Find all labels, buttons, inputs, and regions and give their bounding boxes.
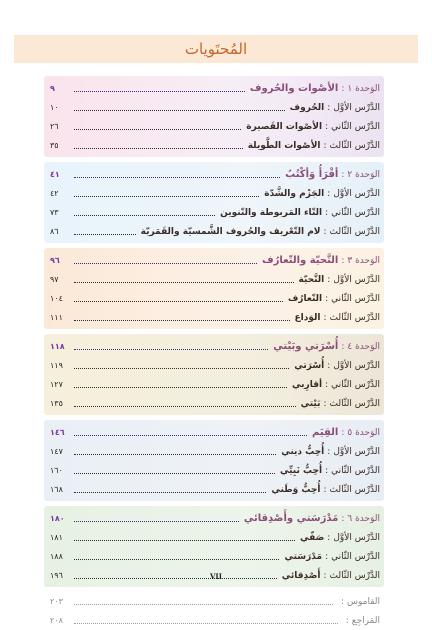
- dot-leader: [74, 406, 296, 407]
- dot-leader: [74, 215, 215, 216]
- lesson-entry-label: [285, 294, 380, 304]
- lesson-entry-page: ١٦٠: [50, 466, 63, 475]
- lesson-entry-title: الأصْوات القَصيرة: [246, 121, 323, 132]
- lesson-entry-page: ١٠: [50, 103, 59, 112]
- lesson-entry-label: [138, 227, 380, 237]
- dot-leader: [74, 349, 268, 350]
- extra-entry-title: القاموس: [347, 596, 380, 607]
- unit-heading-number: الوَحدة ٦: [347, 513, 380, 524]
- dot-leader: [74, 263, 257, 264]
- dot-leader: [74, 521, 239, 522]
- lesson-entry[interactable]: [50, 289, 380, 308]
- colon-separator: :: [323, 398, 327, 409]
- lesson-entry-title: أَصْدِقائي: [281, 570, 321, 581]
- lesson-entry-number: الدَّرْس الثّاني: [331, 551, 380, 562]
- dot-leader: [74, 234, 136, 235]
- lesson-entry[interactable]: [50, 136, 380, 155]
- dot-leader: [74, 473, 275, 474]
- lesson-entry-title: التّاء المَربوطة والتّنوين: [220, 207, 323, 218]
- page-title: المُحتَويات: [184, 40, 248, 58]
- unit-heading-page: ١١٨: [50, 341, 65, 351]
- lesson-entry-number: الدَّرْس الثّاني: [331, 121, 380, 132]
- lesson-entry-number: الدَّرْس الثّاني: [331, 293, 380, 304]
- unit-heading-title: التَّحيّة والتّعارُف: [261, 254, 339, 266]
- lesson-entry-number: الدَّرْس الثّالث: [329, 226, 380, 237]
- lesson-entry-page: ٩٧: [50, 275, 59, 284]
- unit-heading-label: [270, 341, 380, 352]
- dot-leader: [74, 282, 294, 283]
- lesson-entry-title: أقارِبي: [292, 379, 323, 390]
- lesson-entry-number: الدَّرْس الثّاني: [331, 379, 380, 390]
- lesson-entry[interactable]: [50, 184, 380, 203]
- colon-separator: :: [327, 102, 331, 113]
- lesson-entry-number: الدَّرْس الثّاني: [331, 207, 380, 218]
- lesson-entry-title: مَدْرَسَتي: [284, 551, 323, 562]
- lesson-entry-title: لام التّعْريف والحُروف الشَّمسيّة والقَمَريّة: [140, 226, 321, 237]
- lesson-entry[interactable]: [50, 480, 380, 499]
- unit-heading-page: ٩: [50, 83, 55, 93]
- extra-entry-page: ٢٠٣: [50, 597, 63, 606]
- dot-leader: [74, 91, 245, 92]
- lesson-entry-number: الدَّرْس الأوَّل: [333, 188, 380, 199]
- lesson-entry-title: الأصْوات الطَّويلة: [247, 140, 321, 151]
- table-of-contents: [44, 76, 384, 630]
- lesson-entry[interactable]: [50, 270, 380, 289]
- lesson-entry-label: [245, 141, 380, 151]
- lesson-entry-title: أُحِبُّ وَطَني: [271, 484, 321, 495]
- lesson-entry-page: ١٨٨: [50, 552, 63, 561]
- lesson-entry-page: ١٩٦: [50, 571, 63, 580]
- extra-entry-label: [340, 616, 380, 626]
- lesson-entry-number: الدَّرْس الثّالث: [329, 312, 380, 323]
- lesson-entry-number: الدَّرْس الثّالث: [329, 398, 380, 409]
- lesson-entry-label: [289, 380, 380, 390]
- lesson-entry-label: [292, 313, 380, 323]
- dot-leader: [74, 320, 290, 321]
- lesson-entry-number: الدَّرْس الثّالث: [329, 570, 380, 581]
- lesson-entry-title: الحُروف: [289, 102, 325, 113]
- lesson-entry-number: الدَّرْس الأوَّل: [333, 446, 380, 457]
- colon-separator: :: [323, 312, 327, 323]
- lesson-entry[interactable]: [50, 442, 380, 461]
- dot-leader: [74, 387, 287, 388]
- colon-separator: :: [341, 83, 345, 94]
- lesson-entry-title: التَّحيّة: [298, 274, 325, 285]
- unit-heading-page: ٤١: [50, 169, 60, 179]
- unit-heading-label: [259, 255, 380, 266]
- unit-heading-page: ١٤٦: [50, 427, 65, 437]
- lesson-entry[interactable]: [50, 203, 380, 222]
- colon-separator: :: [325, 379, 329, 390]
- lesson-entry-number: الدَّرْس الأوَّل: [333, 532, 380, 543]
- lesson-entry-label: [296, 275, 381, 285]
- unit-block: [44, 162, 384, 243]
- lesson-entry-title: أُسْرَتي: [294, 360, 325, 371]
- lesson-entry-number: الدَّرْس الثّالث: [329, 484, 380, 495]
- lesson-entry[interactable]: [50, 356, 380, 375]
- colon-separator: :: [323, 570, 327, 581]
- unit-heading[interactable]: [50, 250, 380, 270]
- unit-heading-label: [241, 513, 380, 524]
- colon-separator: :: [341, 255, 345, 266]
- colon-separator: :: [327, 532, 331, 543]
- lesson-entry[interactable]: [50, 394, 380, 413]
- colon-separator: :: [325, 465, 329, 476]
- lesson-entry-label: [277, 466, 380, 476]
- lesson-entry[interactable]: [50, 547, 380, 566]
- lesson-entry-label: [281, 552, 380, 562]
- colon-separator: :: [345, 615, 349, 626]
- extra-entry-title: المَراجِع: [351, 615, 380, 626]
- colon-separator: :: [325, 293, 329, 304]
- unit-heading-title: الأصْوات والحُروف: [249, 82, 339, 94]
- colon-separator: :: [341, 169, 345, 180]
- lesson-entry-label: [278, 447, 380, 457]
- lesson-entry-label: [268, 485, 380, 495]
- lesson-entry-page: ٧٣: [50, 208, 59, 217]
- lesson-entry[interactable]: [50, 98, 380, 117]
- dot-leader: [74, 110, 285, 111]
- colon-separator: :: [325, 551, 329, 562]
- extra-entry[interactable]: [50, 611, 380, 630]
- colon-separator: :: [341, 513, 345, 524]
- lesson-entry-number: الدَّرْس الأوَّل: [333, 360, 380, 371]
- unit-heading-title: مَدْرَسَتي وأَصْدِقائي: [243, 512, 339, 524]
- lesson-entry-page: ١٨١: [50, 533, 63, 542]
- unit-heading-title: القِيَم: [312, 426, 339, 438]
- lesson-entry-title: الجَزْم والشَّدّة: [264, 188, 325, 199]
- dot-leader: [74, 540, 295, 541]
- lesson-entry-label: [287, 103, 380, 113]
- unit-block: [44, 420, 384, 501]
- unit-heading-number: الوَحدة ٥: [347, 427, 380, 438]
- dot-leader: [74, 148, 243, 149]
- contents-header: [14, 35, 418, 63]
- lesson-entry-title: الوَداع: [294, 312, 321, 323]
- lesson-entry[interactable]: [50, 375, 380, 394]
- colon-separator: :: [341, 341, 345, 352]
- lesson-entry-label: [291, 361, 380, 371]
- colon-separator: :: [323, 484, 327, 495]
- colon-separator: :: [325, 207, 329, 218]
- dot-leader: [74, 435, 307, 436]
- unit-heading-page: ١٨٠: [50, 513, 65, 523]
- unit-heading[interactable]: [50, 508, 380, 528]
- lesson-entry[interactable]: [50, 528, 380, 547]
- unit-heading[interactable]: [50, 164, 380, 184]
- colon-separator: :: [327, 274, 331, 285]
- colon-separator: :: [323, 140, 327, 151]
- unit-heading-title: أقْرَأُ وَأكْتُبُ: [285, 168, 339, 180]
- lesson-entry-title: أُحِبُّ ديني: [281, 446, 325, 457]
- unit-heading-number: الوَحدة ٤: [347, 341, 380, 352]
- lesson-entry-title: صَفّي: [299, 532, 325, 543]
- lesson-entry-label: [243, 122, 380, 132]
- extra-entry-block: [44, 611, 384, 630]
- lesson-entry-page: ١٤٧: [50, 447, 63, 456]
- extra-entry[interactable]: [50, 592, 380, 611]
- dot-leader: [74, 623, 338, 624]
- lesson-entry-page: ٢٦: [50, 122, 59, 131]
- lesson-entry-label: [217, 208, 380, 218]
- dot-leader: [74, 196, 259, 197]
- extra-entry-page: ٢٠٨: [50, 616, 63, 625]
- lesson-entry-number: الدَّرْس الأوَّل: [333, 274, 380, 285]
- dot-leader: [74, 492, 266, 493]
- dot-leader: [74, 454, 276, 455]
- lesson-entry[interactable]: [50, 222, 380, 241]
- unit-heading-number: الوَحدة ١: [347, 83, 380, 94]
- colon-separator: :: [327, 188, 331, 199]
- lesson-entry-number: الدَّرْس الأوَّل: [333, 102, 380, 113]
- lesson-entry-page: ٨٦: [50, 227, 59, 236]
- lesson-entry-page: ١١٩: [50, 361, 63, 370]
- dot-leader: [74, 368, 289, 369]
- lesson-entry-label: [261, 189, 380, 199]
- lesson-entry-page: ١٦٨: [50, 485, 63, 494]
- lesson-entry-page: ١٠٤: [50, 294, 63, 303]
- lesson-entry-page: ١٢٧: [50, 380, 63, 389]
- lesson-entry-page: ١١١: [50, 313, 63, 322]
- lesson-entry-number: الدَّرْس الثّاني: [331, 465, 380, 476]
- lesson-entry-number: الدَّرْس الثّالث: [329, 140, 380, 151]
- lesson-entry[interactable]: [50, 308, 380, 327]
- colon-separator: :: [340, 596, 344, 607]
- dot-leader: [74, 301, 283, 302]
- page-number-footer: VII: [210, 572, 222, 581]
- unit-heading-number: الوَحدة ٢: [347, 169, 380, 180]
- lesson-entry-title: أُحِبُّ نَبِيِّي: [280, 465, 323, 476]
- colon-separator: :: [341, 427, 345, 438]
- colon-separator: :: [323, 226, 327, 237]
- lesson-entry-page: ٣٥: [50, 141, 59, 150]
- dot-leader: [74, 559, 279, 560]
- unit-heading-title: أُسْرَتي وبَيْتي: [273, 340, 339, 352]
- lesson-entry-page: ٤٢: [50, 189, 59, 198]
- unit-heading[interactable]: [50, 78, 380, 98]
- lesson-entry-page: ١٣٥: [50, 399, 63, 408]
- lesson-entry[interactable]: [50, 461, 380, 480]
- colon-separator: :: [325, 121, 329, 132]
- colon-separator: :: [327, 360, 331, 371]
- dot-leader: [74, 129, 241, 130]
- unit-block: [44, 76, 384, 157]
- lesson-entry-label: [297, 533, 380, 543]
- extra-entry-block: [44, 592, 384, 611]
- lesson-entry[interactable]: [50, 117, 380, 136]
- extra-entry-label: [335, 597, 380, 607]
- dot-leader: [74, 604, 333, 605]
- lesson-entry-title: بَيْتي: [300, 398, 321, 409]
- unit-heading-label: [282, 169, 380, 180]
- unit-heading-label: [247, 83, 380, 94]
- unit-block: [44, 248, 384, 329]
- dot-leader: [74, 177, 280, 178]
- unit-heading-page: ٩٦: [50, 255, 60, 265]
- unit-heading[interactable]: [50, 422, 380, 442]
- lesson-entry-label: [298, 399, 380, 409]
- colon-separator: :: [327, 446, 331, 457]
- unit-heading[interactable]: [50, 336, 380, 356]
- unit-block: [44, 334, 384, 415]
- unit-heading-number: الوَحدة ٣: [347, 255, 380, 266]
- unit-heading-label: [309, 427, 380, 438]
- lesson-entry-title: التّعارُف: [287, 293, 323, 304]
